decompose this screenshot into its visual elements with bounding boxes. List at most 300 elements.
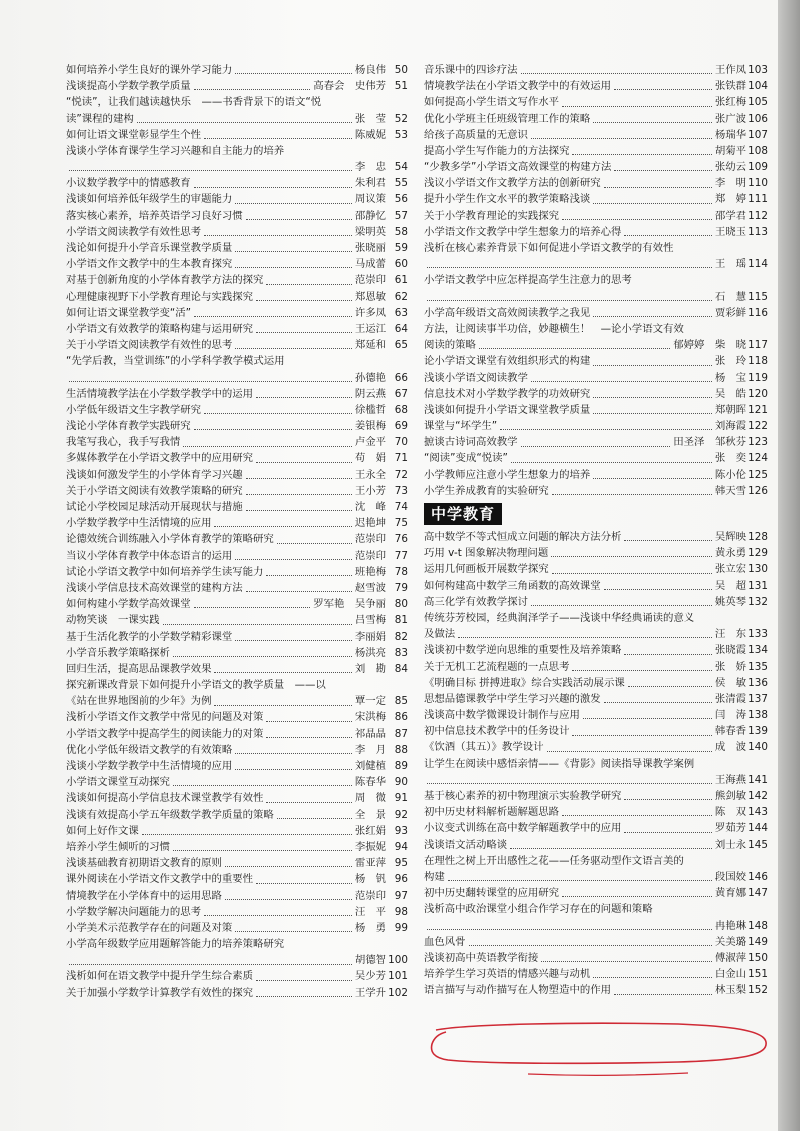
toc-entry-page: 97 — [394, 889, 408, 902]
toc-entry-page: 118 — [748, 355, 768, 368]
toc-entry-title: 小学低年级语文生字教学研究 — [66, 403, 202, 416]
toc-entry-title: 浅析高中政治课堂小组合作学习存在的问题和策略 — [424, 903, 653, 916]
toc-entry — [424, 820, 768, 836]
toc-entry — [66, 677, 408, 709]
toc-entry-title: “阅读”变成“悦读” — [424, 452, 508, 465]
dot-leader — [562, 106, 712, 107]
toc-entry-title: 试论小学校园足球活动开展现状与措施 — [66, 501, 243, 514]
toc-entry-author: 关美璐 — [714, 935, 746, 948]
dot-leader — [604, 589, 712, 590]
toc-entry-title: 试论小学语文教学中如何培养学生读写能力 — [66, 565, 264, 578]
toc-entry-title-continued: 读”课程的建构 — [66, 112, 134, 125]
toc-entry — [66, 434, 408, 450]
toc-entry-author: 白金山 — [714, 968, 746, 981]
dot-leader — [256, 980, 352, 981]
toc-entry-title: 如何构建小学数学高效课堂 — [66, 598, 191, 611]
toc-entry-page: 101 — [388, 970, 408, 983]
toc-entry-title: 课堂与“坏学生” — [424, 420, 498, 433]
toc-entry-author: 刘士永 — [714, 838, 746, 851]
toc-entry-author: 侯 敏 — [714, 676, 746, 689]
toc-entry — [66, 175, 408, 191]
toc-entry-author: 王学升 — [354, 986, 386, 999]
dot-leader — [266, 737, 351, 738]
toc-entry-author: 周 微 — [354, 792, 386, 805]
toc-entry-title: 《明确目标 拼搏进取》综合实践活动展示课 — [424, 676, 625, 689]
toc-entry-page: 76 — [394, 533, 408, 546]
dot-leader — [235, 931, 352, 932]
toc-entry — [66, 758, 408, 774]
toc-entry-author: 林玉梨 — [714, 984, 746, 997]
toc-entry-page: 147 — [748, 887, 768, 900]
toc-entry-page: 62 — [394, 290, 408, 303]
toc-entry-title: “悦读”，让我们越读越快乐 ——书香背景下的语文“悦 — [66, 96, 322, 109]
toc-entry-title: 关于小学语文阅读有效教学策略的研究 — [66, 484, 243, 497]
toc-entry-author: 迟艳坤 — [354, 517, 386, 530]
toc-entry — [66, 969, 408, 985]
dot-leader — [500, 429, 712, 430]
toc-entry-title: 优化小学班主任班级管理工作的策略 — [424, 112, 591, 125]
toc-entry-title: 小学语文教学中应怎样提高学生注意力的思考 — [424, 274, 632, 287]
dot-leader — [531, 381, 712, 382]
toc-entry-page: 105 — [748, 96, 768, 109]
toc-entry-author: 郁婷婷 柴 晓 — [673, 339, 746, 352]
toc-entry — [424, 837, 768, 853]
toc-entry-title: 小议变式训练在高中数学解题教学中的应用 — [424, 822, 622, 835]
toc-entry-author: 杨洪亮 — [354, 646, 386, 659]
toc-entry-page: 100 — [388, 954, 408, 967]
toc-entry-author: 杨 宝 — [714, 371, 746, 384]
toc-entry-title: 浅谈小学体育课学生学习兴趣和自主能力的培养 — [66, 144, 285, 157]
toc-entry-title: 关于小学语文阅读教学有效性的思考 — [66, 339, 233, 352]
toc-entry-page: 112 — [748, 209, 768, 222]
toc-entry-page: 128 — [748, 531, 768, 544]
toc-entry-author: 祁晶晶 — [354, 727, 386, 740]
toc-entry-page: 106 — [748, 112, 768, 125]
dot-leader — [204, 138, 352, 139]
toc-entry-page: 50 — [394, 63, 408, 76]
toc-entry-title: 提升小学生作文水平的教学策略浅谈 — [424, 193, 591, 206]
toc-entry — [424, 418, 768, 434]
toc-entry-author: 张广波 — [714, 112, 746, 125]
toc-entry — [424, 467, 768, 483]
toc-entry-page: 58 — [394, 225, 408, 238]
toc-entry-title-continued: 《站在世界地图前的少年》为例 — [66, 695, 212, 708]
dot-leader — [604, 187, 712, 188]
dot-leader — [624, 235, 711, 236]
toc-entry-page: 74 — [394, 501, 408, 514]
dot-leader — [194, 187, 352, 188]
toc-entry — [66, 208, 408, 224]
toc-entry-author: 黄育娜 — [714, 887, 746, 900]
dot-leader — [183, 446, 352, 447]
toc-entry-author: 李 忠 — [354, 161, 386, 174]
toc-entry-author: 张立宏 — [714, 563, 746, 576]
toc-entry-author: 王 瑶 — [714, 258, 746, 271]
toc-entry-page: 124 — [748, 452, 768, 465]
toc-entry-author: 汪 平 — [354, 905, 386, 918]
dot-leader — [552, 573, 712, 574]
dot-leader — [142, 834, 352, 835]
toc-entry — [424, 192, 768, 208]
toc-entry-title: 论德效统合训练融入小学体育教学的策略研究 — [66, 533, 274, 546]
toc-entry-title: 初中历史翻转课堂的应用研究 — [424, 887, 560, 900]
toc-entry-author: 李 明 — [714, 177, 746, 190]
toc-entry-author: 全 景 — [354, 808, 386, 821]
toc-entry-page: 103 — [748, 63, 768, 76]
toc-entry-title: 小学高年级数学应用题解答能力的培养策略研究 — [66, 938, 285, 951]
toc-entry-author: 贾彩鲜 — [714, 306, 746, 319]
toc-entry-title: 《饮酒（其五）》教学设计 — [424, 741, 544, 754]
toc-entry — [424, 691, 768, 707]
toc-entry-page: 77 — [394, 549, 408, 562]
toc-entry-title: 落实核心素养，培养英语学习良好习惯 — [66, 209, 243, 222]
toc-entry-page: 121 — [748, 403, 768, 416]
toc-entry-author: 李 月 — [354, 743, 386, 756]
dot-leader — [593, 413, 712, 414]
toc-entry-page: 114 — [748, 258, 768, 271]
dot-leader — [235, 769, 352, 770]
toc-entry-title-continued: 构建 — [424, 870, 445, 883]
toc-entry-author: 郑延和 — [354, 339, 386, 352]
toc-entry-page: 60 — [394, 258, 408, 271]
toc-entry-page: 56 — [394, 193, 408, 206]
toc-entry — [66, 515, 408, 531]
toc-entry-title: 回归生活，提高思品课教学效果 — [66, 662, 212, 675]
toc-entry-page: 117 — [748, 339, 768, 352]
dot-leader — [551, 556, 712, 557]
toc-entry — [424, 578, 768, 594]
dot-leader — [593, 316, 712, 317]
toc-entry-title: 论小学语文课堂有效组织形式的构建 — [424, 355, 591, 368]
toc-entry-author: 张清霞 — [714, 692, 746, 705]
dot-leader — [246, 591, 352, 592]
toc-entry-title: 浅谈初高中英语教学衔接 — [424, 951, 539, 964]
toc-entry-title: 浅析小学语文作文教学中常见的问题及对策 — [66, 711, 264, 724]
dot-leader — [69, 170, 352, 171]
toc-entry-page: 151 — [748, 968, 768, 981]
toc-entry — [66, 936, 408, 968]
toc-entry-title: 让学生在阅读中感悟亲情——《背影》阅读指导课教学案例 — [424, 757, 695, 770]
dot-leader — [214, 705, 351, 706]
toc-entry — [66, 483, 408, 499]
toc-entry-page: 93 — [394, 824, 408, 837]
toc-entry-page: 88 — [394, 743, 408, 756]
toc-entry-title: 多媒体教学在小学语文教学中的应用研究 — [66, 452, 254, 465]
dot-leader — [204, 413, 352, 414]
toc-entry-author: 范崇印 — [354, 533, 386, 546]
dot-leader — [628, 686, 712, 687]
toc-entry-title: 初中信息技术教学中的任务设计 — [424, 725, 570, 738]
dot-leader — [277, 818, 352, 819]
dot-leader — [235, 73, 352, 74]
toc-entry-author: 覃一定 — [354, 695, 386, 708]
toc-entry — [424, 642, 768, 658]
toc-entry — [424, 224, 768, 240]
toc-entry-title: 优化小学低年级语文教学的有效策略 — [66, 743, 233, 756]
toc-entry-author: 邵学君 — [714, 209, 746, 222]
toc-entry-author: 王小芳 — [354, 484, 386, 497]
toc-entry-title: 如何让语文课堂彰显学生个性 — [66, 128, 202, 141]
toc-entry — [66, 661, 408, 677]
toc-entry-title: 浅谈基础教育初期语文教育的原则 — [66, 857, 222, 870]
toc-entry — [66, 240, 408, 256]
dot-leader — [235, 348, 352, 349]
dot-leader — [521, 73, 712, 74]
toc-entry — [66, 353, 408, 385]
toc-entry-title: 探究新课改背景下如何提升小学语文的教学质量 ——以 — [66, 679, 326, 692]
toc-entry-title: 浅谈语文活动略谈 — [424, 838, 508, 851]
toc-entry-page: 120 — [748, 387, 768, 400]
toc-entry-author: 赵雪波 — [354, 581, 386, 594]
toc-entry-author: 张幼云 — [714, 161, 746, 174]
toc-entry-author: 阴云燕 — [354, 387, 386, 400]
toc-entry-title: “少教多学”小学语文高效课堂的构建方法 — [424, 161, 612, 174]
toc-entry-author: 石 慧 — [714, 290, 746, 303]
toc-entry-page: 92 — [394, 808, 408, 821]
toc-entry-page: 108 — [748, 144, 768, 157]
toc-entry-title: 如何让语文课堂教学变“活” — [66, 306, 192, 319]
toc-entry-title: 如何培养小学生良好的课外学习能力 — [66, 63, 233, 76]
toc-entry-page: 99 — [394, 921, 408, 934]
dot-leader — [163, 624, 352, 625]
toc-entry-author: 李丽娟 — [354, 630, 386, 643]
toc-entry-title: 小学高年级语文高效阅读教学之我见 — [424, 306, 591, 319]
toc-entry — [424, 529, 768, 545]
right-list-primary — [424, 62, 768, 499]
toc-entry-title: 情境教学在小学体育中的运用思路 — [66, 889, 222, 902]
dot-leader — [511, 462, 712, 463]
toc-entry-author: 范崇印 — [354, 274, 386, 287]
toc-entry — [66, 888, 408, 904]
toc-entry-author: 胡德智 — [354, 954, 386, 967]
toc-entry-page: 82 — [394, 630, 408, 643]
dot-leader — [593, 122, 712, 123]
dot-leader — [531, 138, 712, 139]
toc-entry — [424, 240, 768, 272]
toc-entry-author: 陈小伦 — [714, 468, 746, 481]
toc-entry-author: 段国姣 — [714, 870, 746, 883]
toc-entry — [66, 920, 408, 936]
toc-entry-page: 63 — [394, 306, 408, 319]
toc-entry-author: 苟 娟 — [354, 452, 386, 465]
toc-entry — [424, 370, 768, 386]
toc-entry-title: 关于加强小学数学计算教学有效性的探究 — [66, 986, 254, 999]
toc-entry — [424, 804, 768, 820]
toc-entry-page: 109 — [748, 161, 768, 174]
toc-entry-title: 小学语文有效教学的策略构建与运用研究 — [66, 322, 254, 335]
toc-entry-page: 54 — [394, 161, 408, 174]
toc-entry-page: 86 — [394, 711, 408, 724]
dot-leader — [173, 656, 352, 657]
toc-entry-page: 138 — [748, 709, 768, 722]
dot-leader — [562, 896, 712, 897]
toc-entry-page: 69 — [394, 420, 408, 433]
dot-leader — [256, 883, 352, 884]
toc-entry-title: 浅谈初中数学逆向思维的重要性及培养策略 — [424, 644, 622, 657]
toc-entry — [66, 645, 408, 661]
toc-entry — [424, 451, 768, 467]
dot-leader — [225, 899, 352, 900]
toc-entry-title: 高三化学有效教学探讨 — [424, 595, 528, 608]
dot-leader — [427, 300, 712, 301]
toc-entry — [66, 580, 408, 596]
dot-leader — [521, 446, 671, 447]
toc-entry — [424, 94, 768, 110]
toc-entry — [424, 707, 768, 723]
toc-entry-author: 梁明英 — [354, 225, 386, 238]
dot-leader — [214, 672, 351, 673]
toc-entry-author: 邵静忆 — [354, 209, 386, 222]
dot-leader — [624, 540, 711, 541]
toc-entry-title: 如何构建高中数学三角函数的高效课堂 — [424, 579, 601, 592]
dot-leader — [593, 365, 712, 366]
dot-leader — [256, 300, 352, 301]
toc-entry-title: 摭谈古诗词高效教学 — [424, 436, 518, 449]
dot-leader — [204, 235, 352, 236]
dot-leader — [266, 575, 351, 576]
toc-entry-title: 浅谈如何激发学生的小学体育学习兴趣 — [66, 468, 243, 481]
toc-entry-author: 王作凤 — [714, 63, 746, 76]
toc-entry-title: 情境教学法在小学语文教学中的有效运用 — [424, 80, 612, 93]
toc-entry-author: 黄永勇 — [714, 547, 746, 560]
toc-entry-title: 小学数学解决问题能力的思考 — [66, 905, 202, 918]
toc-entry-page: 116 — [748, 306, 768, 319]
toc-entry-page: 59 — [394, 242, 408, 255]
dot-leader — [246, 510, 352, 511]
toc-entry-page: 148 — [748, 919, 768, 932]
toc-entry-author: 郑朝晖 — [714, 403, 746, 416]
toc-entry-author: 雷亚萍 — [354, 857, 386, 870]
toc-entry — [424, 982, 768, 998]
toc-entry — [66, 839, 408, 855]
toc-entry — [66, 256, 408, 272]
toc-entry — [66, 127, 408, 143]
toc-entry-author: 胡菊平 — [714, 144, 746, 157]
toc-entry — [424, 175, 768, 191]
toc-entry-author: 朱利君 — [354, 177, 386, 190]
toc-entry — [66, 531, 408, 547]
toc-entry — [66, 742, 408, 758]
toc-entry-title: 小学语文作文教学中学生想象力的培养心得 — [424, 225, 622, 238]
dot-leader — [256, 332, 352, 333]
toc-entry-title: 小学语文阅读教学有效性思考 — [66, 225, 202, 238]
dot-leader — [69, 964, 352, 965]
toc-entry-author: 卢金平 — [354, 436, 386, 449]
toc-entry-title: 我笔写我心，我手写我情 — [66, 436, 181, 449]
toc-entry — [424, 675, 768, 691]
toc-entry-title: 传统芬芳校园，经典润泽学子——浅谈中华经典诵读的意义 — [424, 612, 695, 624]
toc-entry — [66, 499, 408, 515]
toc-entry — [66, 192, 408, 208]
toc-entry-page: 96 — [394, 873, 408, 886]
toc-entry — [66, 386, 408, 402]
toc-entry-page: 67 — [394, 387, 408, 400]
toc-entry-page: 136 — [748, 676, 768, 689]
toc-entry-title: 浅谈有效提高小学五年级数学教学质量的策略 — [66, 808, 274, 821]
dot-leader — [624, 654, 711, 655]
dot-leader — [194, 607, 311, 608]
dot-leader — [552, 494, 712, 495]
toc-entry-author: 刘 勘 — [354, 662, 386, 675]
toc-entry-author: 韩天雪 — [714, 484, 746, 497]
dot-leader — [593, 977, 712, 978]
toc-entry-page: 131 — [748, 579, 768, 592]
toc-entry-page: 52 — [394, 112, 408, 125]
toc-entry — [66, 726, 408, 742]
toc-entry-page: 75 — [394, 517, 408, 530]
toc-entry-page: 144 — [748, 822, 768, 835]
toc-entry-title: 浅论小学体育教学实践研究 — [66, 420, 191, 433]
toc-entry-title: 浅析在核心素养背景下如何促进小学语文教学的有效性 — [424, 242, 674, 255]
toc-entry-page: 98 — [394, 905, 408, 918]
toc-entry-page: 68 — [394, 403, 408, 416]
toc-entry — [66, 823, 408, 839]
right-column — [424, 62, 768, 999]
toc-entry-title: 浅谈小学数学教学中生活情境的应用 — [66, 760, 233, 773]
red-pen-circle-annotation — [428, 1016, 772, 1131]
toc-entry-title: 如何提高小学生语文写作水平 — [424, 96, 560, 109]
toc-entry-title: 思想品德课教学中学生学习兴趣的激发 — [424, 692, 601, 705]
dot-leader — [256, 996, 352, 997]
toc-entry-page: 152 — [748, 984, 768, 997]
toc-entry-page: 102 — [388, 986, 408, 999]
toc-entry — [424, 159, 768, 175]
toc-entry-page: 78 — [394, 565, 408, 578]
toc-entry-author: 陈 双 — [714, 806, 746, 819]
toc-entry-page: 90 — [394, 776, 408, 789]
dot-leader — [510, 848, 712, 849]
toc-entry-title: 关于无机工艺流程题的一点思考 — [424, 660, 570, 673]
toc-entry-page: 125 — [748, 468, 768, 481]
toc-entry-page: 57 — [394, 209, 408, 222]
toc-entry-author: 范崇印 — [354, 549, 386, 562]
dot-leader — [225, 866, 352, 867]
toc-entry-author: 宋洪梅 — [354, 711, 386, 724]
toc-entry-author: 姚英琴 — [714, 595, 746, 608]
toc-entry-title: 如何上好作文课 — [66, 824, 139, 837]
dot-leader — [235, 559, 352, 560]
toc-entry — [424, 434, 768, 450]
toc-entry-author: 周议策 — [354, 193, 386, 206]
toc-entry-page: 79 — [394, 581, 408, 594]
toc-entry-author: 张 莹 — [354, 112, 386, 125]
toc-entry — [66, 985, 408, 1001]
toc-entry — [424, 966, 768, 982]
dot-leader — [277, 543, 352, 544]
dot-leader — [235, 267, 352, 268]
toc-entry — [66, 564, 408, 580]
toc-entry-page: 84 — [394, 662, 408, 675]
toc-entry — [66, 62, 408, 78]
toc-entry-title: 浅谈如何提高小学信息技术课堂教学有效性 — [66, 792, 264, 805]
toc-entry — [424, 561, 768, 577]
dot-leader — [593, 203, 712, 204]
toc-entry — [424, 885, 768, 901]
toc-entry-page: 80 — [394, 598, 408, 611]
toc-entry-title: 基于核心素养的初中物理演示实验教学研究 — [424, 790, 622, 803]
toc-entry-author: 张铁群 — [714, 80, 746, 93]
toc-entry-title: 提高小学生写作能力的方法探究 — [424, 144, 570, 157]
section-header-middle-school: 中学教育 — [424, 503, 502, 525]
toc-entry-page: 134 — [748, 644, 768, 657]
dot-leader — [256, 462, 352, 463]
toc-entry — [66, 612, 408, 628]
toc-entry-page: 115 — [748, 290, 768, 303]
toc-entry — [66, 790, 408, 806]
toc-entry — [424, 740, 768, 756]
toc-entry — [424, 386, 768, 402]
toc-entry-title: 对基于创新角度的小学体育教学方法的探究 — [66, 274, 264, 287]
